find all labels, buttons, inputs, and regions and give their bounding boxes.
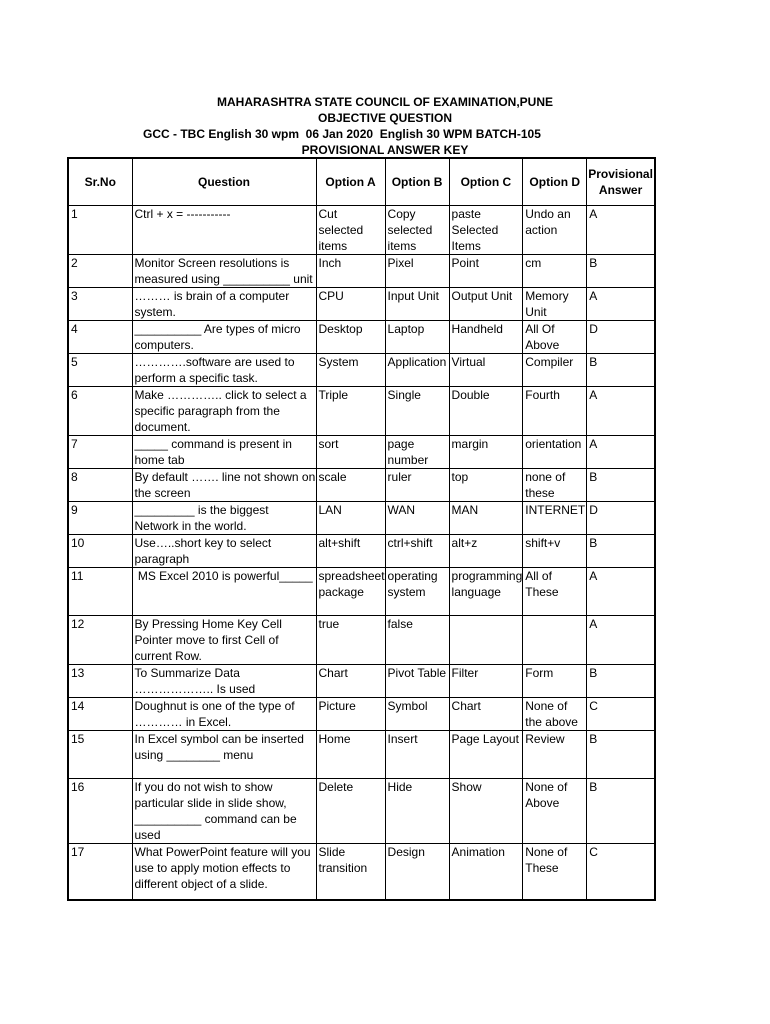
cell-option-b: Hide (385, 779, 449, 844)
table-row (68, 535, 655, 568)
cell-option-b: page number (385, 436, 449, 469)
cell-option-a: alt+shift (316, 535, 385, 568)
cell-answer: D (587, 321, 655, 354)
cell-question: Use…..short key to select paragraph (132, 535, 316, 568)
cell-srno: 11 (68, 568, 132, 616)
cell-option-d: cm (523, 255, 587, 288)
cell-option-b: Symbol (385, 698, 449, 731)
cell-option-d: orientation (523, 436, 587, 469)
cell-option-a: LAN (316, 502, 385, 535)
table-row (68, 387, 655, 436)
cell-question: Monitor Screen resolutions is measured using __________ unit (132, 255, 316, 288)
table-row (68, 288, 655, 321)
cell-option-c: Animation (449, 844, 523, 900)
cell-option-a: System (316, 354, 385, 387)
cell-question: ……… is brain of a computer system. (132, 288, 316, 321)
cell-answer: A (587, 288, 655, 321)
cell-option-b: ctrl+shift (385, 535, 449, 568)
cell-option-b: Input Unit (385, 288, 449, 321)
cell-question: By Pressing Home Key Cell Pointer move to first Cell of current Row. (132, 616, 316, 665)
table-row (68, 779, 655, 844)
cell-option-a: sort (316, 436, 385, 469)
col-header-question: Question (132, 158, 316, 206)
cell-answer: C (587, 844, 655, 900)
cell-answer: B (587, 354, 655, 387)
cell-option-c: Chart (449, 698, 523, 731)
cell-srno: 5 (68, 354, 132, 387)
cell-answer: D (587, 502, 655, 535)
cell-option-b: Design (385, 844, 449, 900)
cell-question: Make ………….. click to select a specific paragraph from the document. (132, 387, 316, 436)
cell-option-a: Picture (316, 698, 385, 731)
table-row (68, 698, 655, 731)
cell-option-b: ruler (385, 469, 449, 502)
cell-srno: 2 (68, 255, 132, 288)
cell-option-b: Insert (385, 731, 449, 779)
cell-answer: B (587, 665, 655, 698)
header-objective-question: OBJECTIVE QUESTION (317, 111, 453, 125)
cell-option-b: Pixel (385, 255, 449, 288)
cell-option-b: Application (385, 354, 449, 387)
cell-srno: 14 (68, 698, 132, 731)
cell-option-c: alt+z (449, 535, 523, 568)
col-header-option-c: Option C (449, 158, 523, 206)
cell-option-a: Slide transition (316, 844, 385, 900)
cell-answer: A (587, 206, 655, 255)
cell-question: _________ is the biggest Network in the world. (132, 502, 316, 535)
cell-answer: B (587, 779, 655, 844)
col-header-srno: Sr.No (68, 158, 132, 206)
cell-answer: B (587, 469, 655, 502)
cell-option-c: Double (449, 387, 523, 436)
cell-option-c: MAN (449, 502, 523, 535)
cell-option-d: Form (523, 665, 587, 698)
cell-option-a: scale (316, 469, 385, 502)
cell-question: If you do not wish to show particular slide in slide show, __________ command can be used (132, 779, 316, 844)
table-row (68, 255, 655, 288)
cell-question: In Excel symbol can be inserted using ________ menu (132, 731, 316, 779)
cell-option-c: Page Layout (449, 731, 523, 779)
cell-answer: A (587, 387, 655, 436)
cell-option-d: Memory Unit (523, 288, 587, 321)
cell-answer: A (587, 616, 655, 665)
table-row (68, 665, 655, 698)
table-row (68, 206, 655, 255)
header-answer-key-title: PROVISIONAL ANSWER KEY (301, 143, 469, 157)
col-header-provisional-answer: Provisional Answer (587, 158, 655, 206)
cell-option-b: Pivot Table (385, 665, 449, 698)
cell-question: MS Excel 2010 is powerful_____ (132, 568, 316, 616)
cell-srno: 12 (68, 616, 132, 665)
cell-option-a: Triple (316, 387, 385, 436)
cell-option-a: Inch (316, 255, 385, 288)
col-header-option-d: Option D (523, 158, 587, 206)
cell-option-d: All of These (523, 568, 587, 616)
cell-option-a: true (316, 616, 385, 665)
cell-srno: 3 (68, 288, 132, 321)
cell-option-b: Single (385, 387, 449, 436)
cell-answer: A (587, 436, 655, 469)
cell-srno: 16 (68, 779, 132, 844)
cell-option-d: INTERNET (523, 502, 587, 535)
cell-srno: 7 (68, 436, 132, 469)
cell-option-d: Review (523, 731, 587, 779)
answer-key-table (67, 157, 656, 901)
cell-option-a: Chart (316, 665, 385, 698)
cell-option-d: Compiler (523, 354, 587, 387)
cell-option-a: Desktop (316, 321, 385, 354)
cell-srno: 9 (68, 502, 132, 535)
document-header (0, 94, 770, 158)
cell-option-a: spreadsheet package (316, 568, 385, 616)
cell-srno: 6 (68, 387, 132, 436)
cell-option-a: CPU (316, 288, 385, 321)
cell-answer: C (587, 698, 655, 731)
col-header-option-a: Option A (316, 158, 385, 206)
table-header-row (68, 158, 655, 206)
cell-option-c: programming language (449, 568, 523, 616)
cell-option-d: Fourth (523, 387, 587, 436)
cell-srno: 15 (68, 731, 132, 779)
cell-answer: A (587, 568, 655, 616)
cell-srno: 8 (68, 469, 132, 502)
cell-option-d: Undo an action (523, 206, 587, 255)
cell-srno: 10 (68, 535, 132, 568)
cell-option-c: Filter (449, 665, 523, 698)
cell-option-a: Cut selected items (316, 206, 385, 255)
table-row (68, 502, 655, 535)
cell-question: _____ command is present in home tab (132, 436, 316, 469)
cell-option-c (449, 616, 523, 665)
cell-option-b: Copy selected items (385, 206, 449, 255)
cell-option-a: Home (316, 731, 385, 779)
col-header-option-b: Option B (385, 158, 449, 206)
cell-option-d (523, 616, 587, 665)
table-row (68, 436, 655, 469)
table-row (68, 844, 655, 900)
cell-option-b: false (385, 616, 449, 665)
cell-srno: 4 (68, 321, 132, 354)
cell-option-c: Output Unit (449, 288, 523, 321)
cell-option-c: Show (449, 779, 523, 844)
cell-option-c: Handheld (449, 321, 523, 354)
cell-srno: 17 (68, 844, 132, 900)
cell-option-a: Delete (316, 779, 385, 844)
cell-option-d: All Of Above (523, 321, 587, 354)
cell-answer: B (587, 731, 655, 779)
table-row (68, 616, 655, 665)
cell-option-b: WAN (385, 502, 449, 535)
cell-answer: B (587, 535, 655, 568)
cell-option-c: margin (449, 436, 523, 469)
cell-option-c: paste Selected Items (449, 206, 523, 255)
cell-option-d: None of the above (523, 698, 587, 731)
cell-option-c: Point (449, 255, 523, 288)
cell-option-d: shift+v (523, 535, 587, 568)
cell-question: What PowerPoint feature will you use to apply motion effects to different object of a slide. (132, 844, 316, 900)
cell-option-c: Virtual (449, 354, 523, 387)
cell-question: Doughnut is one of the type of ………… in Excel. (132, 698, 316, 731)
table-row (68, 568, 655, 616)
cell-question: Ctrl + x = ----------- (132, 206, 316, 255)
cell-answer: B (587, 255, 655, 288)
cell-question: By default ……. line not shown on the screen (132, 469, 316, 502)
cell-question: ………….software are used to perform a specific task. (132, 354, 316, 387)
table-row (68, 469, 655, 502)
cell-option-d: None of Above (523, 779, 587, 844)
cell-srno: 1 (68, 206, 132, 255)
table-row (68, 354, 655, 387)
table-row (68, 321, 655, 354)
header-exam-details: GCC - TBC English 30 wpm 06 Jan 2020 English 30 WPM BATCH-105 (143, 127, 541, 141)
cell-option-d: None of These (523, 844, 587, 900)
cell-option-b: Laptop (385, 321, 449, 354)
cell-question: To Summarize Data ……………….. Is used (132, 665, 316, 698)
cell-option-b: operating system (385, 568, 449, 616)
header-council-title: MAHARASHTRA STATE COUNCIL OF EXAMINATION,PUNE (217, 95, 553, 109)
cell-option-c: top (449, 469, 523, 502)
cell-question: __________ Are types of micro computers. (132, 321, 316, 354)
cell-srno: 13 (68, 665, 132, 698)
table-row (68, 731, 655, 779)
cell-option-d: none of these (523, 469, 587, 502)
